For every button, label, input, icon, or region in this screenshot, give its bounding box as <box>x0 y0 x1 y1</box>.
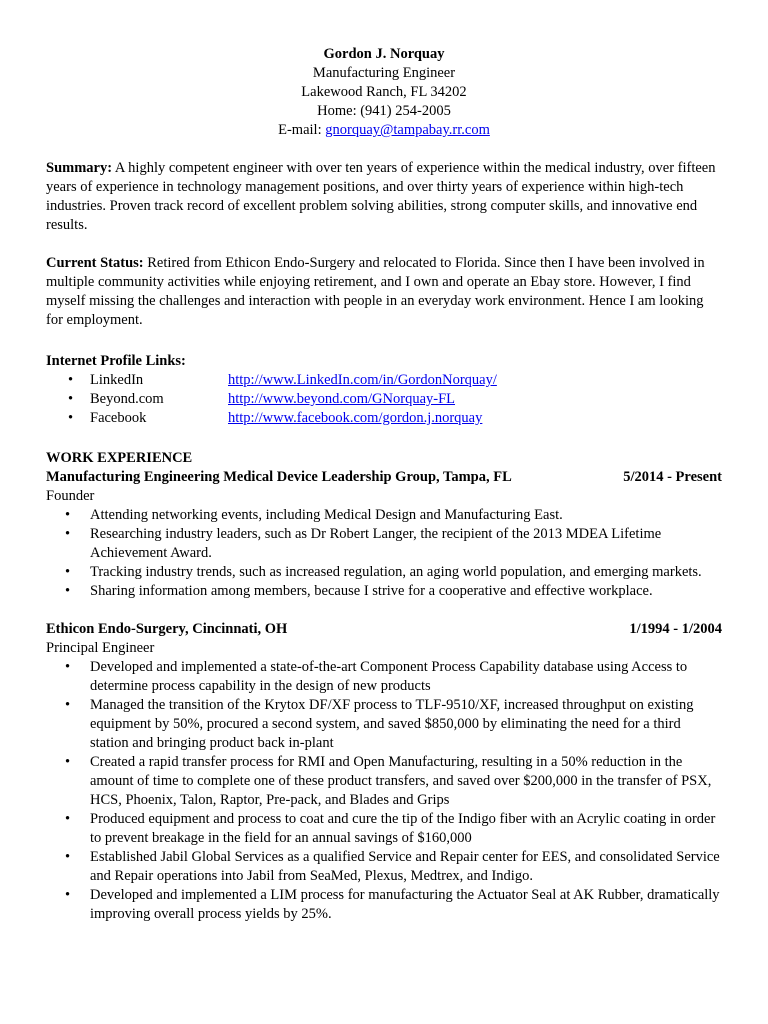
work-experience-heading: WORK EXPERIENCE <box>46 450 193 466</box>
candidate-address: Lakewood Ranch, FL 34202 <box>301 84 467 100</box>
job-entry <box>46 468 722 601</box>
profile-links-list <box>68 371 722 428</box>
bullet-icon: • <box>65 659 71 675</box>
bullet-icon: • <box>65 507 71 523</box>
candidate-email-line <box>46 121 722 140</box>
email-label: E-mail: <box>278 122 326 138</box>
bullet-icon: • <box>65 887 71 903</box>
profile-label: Facebook <box>90 410 147 426</box>
duty-text: Managed the transition of the Krytox DF/XF process to TLF-9510/XF, increased throughput on existing equipment by 50%, procured a second system, and saved $850,000 by eliminating the need for a third station and bringing product back in-plant <box>90 697 694 751</box>
duty-text: Developed and implemented a state-of-the-art Component Process Capability database using Access to determine process capability in the design of new products <box>90 659 688 694</box>
bullet-icon: • <box>68 391 74 407</box>
duty-text: Attending networking events, including Medical Design and Manufacturing East. <box>90 507 563 523</box>
bullet-icon: • <box>65 526 71 542</box>
profile-links-section <box>46 352 722 428</box>
bullet-icon: • <box>65 564 71 580</box>
current-status-text: Retired from Ethicon Endo-Surgery and relocated to Florida. Since then I have been involved in multiple community activities while enjoying retirement, and I own and operate an Ebay store. However, I find myself missing the challenges and interaction with people in an everyday work environment. Hence I am looking for employment. <box>46 255 705 328</box>
job-role: Principal Engineer <box>46 640 155 656</box>
email-link[interactable]: gnorquay@tampabay.rr.com <box>325 122 490 138</box>
job-header <box>46 620 722 639</box>
candidate-title: Manufacturing Engineer <box>312 65 456 81</box>
candidate-phone: Home: (941) 254-2005 <box>317 103 451 119</box>
bullet-icon: • <box>68 372 74 388</box>
profile-links-heading: Internet Profile Links: <box>46 353 186 369</box>
bullet-icon: • <box>65 697 71 713</box>
summary-paragraph <box>46 159 722 235</box>
duty-text: Established Jabil Global Services as a qualified Service and Repair center for EES, and consolidated Service and Repair operations into Jabil from SeaMed, Plexus, Medtrex, and Indigo. <box>90 849 720 884</box>
job-header <box>46 468 722 487</box>
job-role: Founder <box>46 488 95 504</box>
profile-label: Beyond.com <box>90 391 164 407</box>
job-dates: 5/2014 - Present <box>623 469 722 485</box>
job-entry <box>46 620 722 924</box>
duty-text: Tracking industry trends, such as increased regulation, an aging world population, and emerging markets. <box>90 564 702 580</box>
summary-text: A highly competent engineer with over ten years of experience within the medical industry, over fifteen years of experience in technology management positions, and over thirty years of experience within high-tech industries. Proven track record of excellent problem solving abilities, strong computer skills, and innovative end results. <box>46 160 716 233</box>
list-item <box>46 886 722 924</box>
current-status-paragraph <box>46 254 722 330</box>
duty-text: Created a rapid transfer process for RMI and Open Manufacturing, resulting in a 50% reduction in the amount of time to complete one of these product transfers, and saved over $200,000 in the transfer of PSX, HCS, Phoenix, Talon, Raptor, Pre-pack, and Blades and Grips <box>90 754 712 808</box>
bullet-icon: • <box>65 811 71 827</box>
current-status-label: Current Status: <box>46 255 144 271</box>
candidate-name: Gordon J. Norquay <box>323 46 445 62</box>
profile-link[interactable]: http://www.LinkedIn.com/in/GordonNorquay/ <box>228 372 497 388</box>
job-company: Ethicon Endo-Surgery, Cincinnati, OH <box>46 621 288 637</box>
duty-text: Developed and implemented a LIM process for manufacturing the Actuator Seal at AK Rubber, dramatically improving overall process yields by 25%. <box>90 887 720 922</box>
list-item <box>46 582 722 601</box>
bullet-icon: • <box>65 583 71 599</box>
bullet-icon: • <box>65 849 71 865</box>
work-experience-section <box>46 449 722 924</box>
bullet-icon: • <box>68 410 74 426</box>
list-item <box>46 696 722 753</box>
duty-text: Researching industry leaders, such as Dr Robert Langer, the recipient of the 2013 MDEA Lifetime Achievement Award. <box>90 526 662 561</box>
list-item <box>46 525 722 563</box>
list-item <box>68 390 722 409</box>
list-item <box>46 658 722 696</box>
bullet-icon: • <box>65 754 71 770</box>
job-company: Manufacturing Engineering Medical Device Leadership Group, Tampa, FL <box>46 469 512 485</box>
list-item <box>68 371 722 390</box>
profile-link[interactable]: http://www.facebook.com/gordon.j.norquay <box>228 410 483 426</box>
resume-page <box>46 45 722 924</box>
list-item <box>46 563 722 582</box>
job-duties <box>46 658 722 924</box>
profile-label: LinkedIn <box>90 372 144 388</box>
duty-text: Produced equipment and process to coat and cure the tip of the Indigo fiber with an Acrylic coating in order to prevent breakage in the field for an annual savings of $160,000 <box>90 811 716 846</box>
profile-link[interactable]: http://www.beyond.com/GNorquay-FL <box>228 391 456 407</box>
list-item <box>46 848 722 886</box>
list-item <box>46 506 722 525</box>
list-item <box>46 753 722 810</box>
summary-label: Summary: <box>46 160 113 176</box>
job-dates: 1/1994 - 1/2004 <box>629 621 722 637</box>
job-duties <box>46 506 722 601</box>
list-item <box>68 409 722 428</box>
resume-header <box>46 45 722 140</box>
duty-text: Sharing information among members, because I strive for a cooperative and effective workplace. <box>90 583 653 599</box>
list-item <box>46 810 722 848</box>
